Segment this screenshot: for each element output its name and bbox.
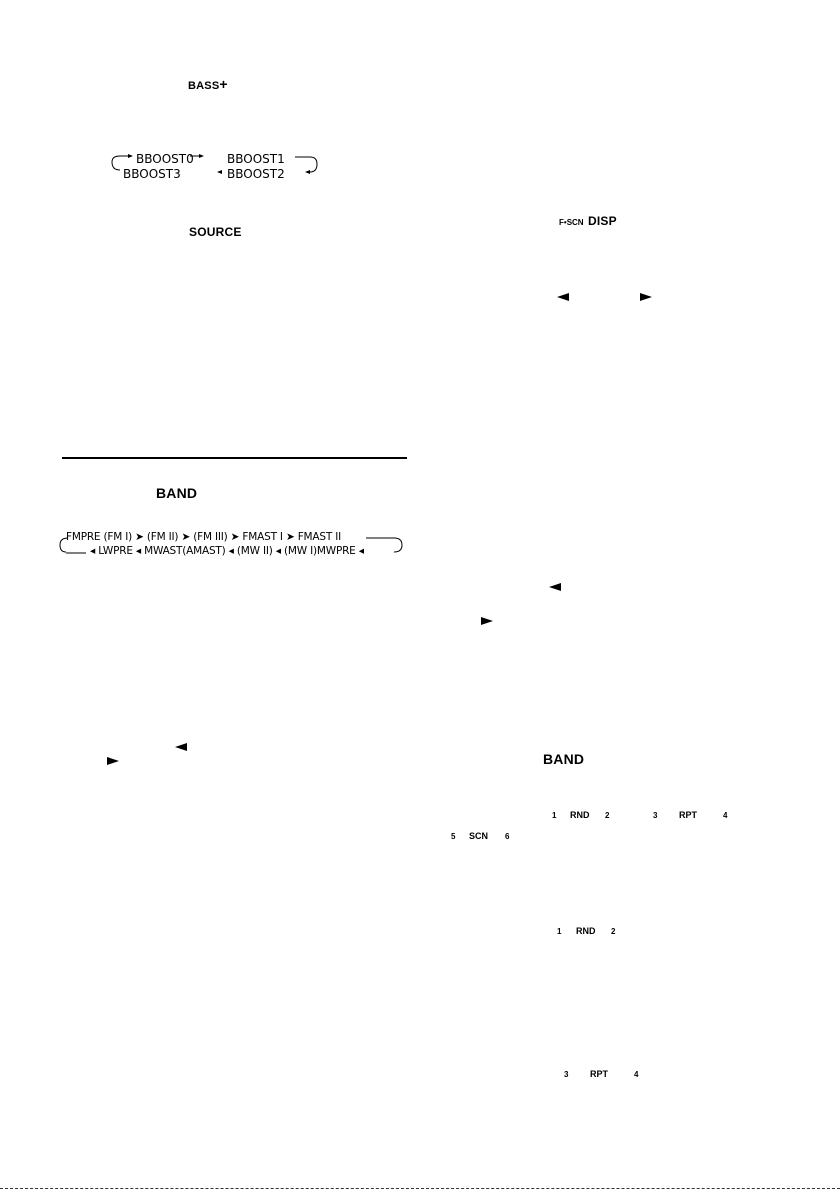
rnd-label: RND (576, 926, 596, 936)
preset-key-5: 5 (451, 832, 456, 841)
preset-key-1: 1 (552, 811, 557, 820)
bboost1-label: BBOOST1 (227, 152, 285, 166)
band-mwast-label: MWAST(AMAST) (144, 545, 226, 557)
band-fm2-label: (FM II) (146, 531, 179, 543)
preset-key-3: 3 (564, 1070, 569, 1079)
right-arrow-key-icon (107, 757, 119, 765)
fscn-label: F•SCN (559, 218, 584, 227)
page-bottom-edge (0, 1188, 840, 1189)
band-lwpre-label: LWPRE (98, 545, 133, 557)
right-arrow-key-icon (481, 617, 493, 625)
rpt-label: RPT (590, 1069, 608, 1079)
band-fmpre-label: FMPRE (FM I) (66, 531, 133, 543)
bboost2-label: BBOOST2 (227, 167, 285, 181)
bass-key (188, 77, 228, 92)
left-arrow-key-icon (175, 743, 187, 751)
preset-key-4: 4 (723, 811, 728, 820)
preset-key-2: 2 (611, 927, 616, 936)
band-cycle-top-row: FMPRE (FM I) ➤ (FM II) ➤ (FM III) ➤ FMAST I ➤ FMAST II (66, 531, 341, 543)
bboost3-label: BBOOST3 (123, 167, 181, 181)
band-fmast2-label: FMAST II (297, 531, 341, 543)
band-fm3-label: (FM III) (193, 531, 228, 543)
left-arrow-key-icon (549, 583, 561, 591)
bboost0-label: BBOOST0 (136, 152, 194, 166)
band-mwpre-label: (MW I)MWPRE (284, 545, 356, 557)
rnd-label: RND (570, 810, 590, 820)
right-arrow-key-icon (640, 293, 652, 301)
preset-key-1: 1 (557, 927, 562, 936)
section-divider (62, 457, 407, 459)
bass-plus-symbol: + (219, 76, 228, 92)
band-key-left: BAND (156, 485, 198, 501)
band-mw2-label: (MW II) (236, 545, 273, 557)
rpt-label: RPT (679, 810, 697, 820)
band-cycle-bottom-row: ◂ LWPRE ◂ MWAST(AMAST) ◂ (MW II) ◂ (MW I)MWPRE ◂ (90, 545, 364, 557)
source-key: SOURCE (189, 225, 242, 239)
bass-key-label: BASS (188, 80, 220, 92)
preset-key-4: 4 (634, 1070, 639, 1079)
preset-key-6: 6 (505, 832, 510, 841)
preset-key-2: 2 (605, 811, 610, 820)
scn-label: SCN (469, 831, 489, 841)
band-key-right: BAND (543, 751, 585, 767)
left-arrow-key-icon (557, 293, 569, 301)
band-fmast1-label: FMAST I (242, 531, 283, 543)
preset-key-3: 3 (653, 811, 658, 820)
disp-label: DISP (588, 214, 617, 228)
fscn-disp-key (559, 213, 617, 229)
